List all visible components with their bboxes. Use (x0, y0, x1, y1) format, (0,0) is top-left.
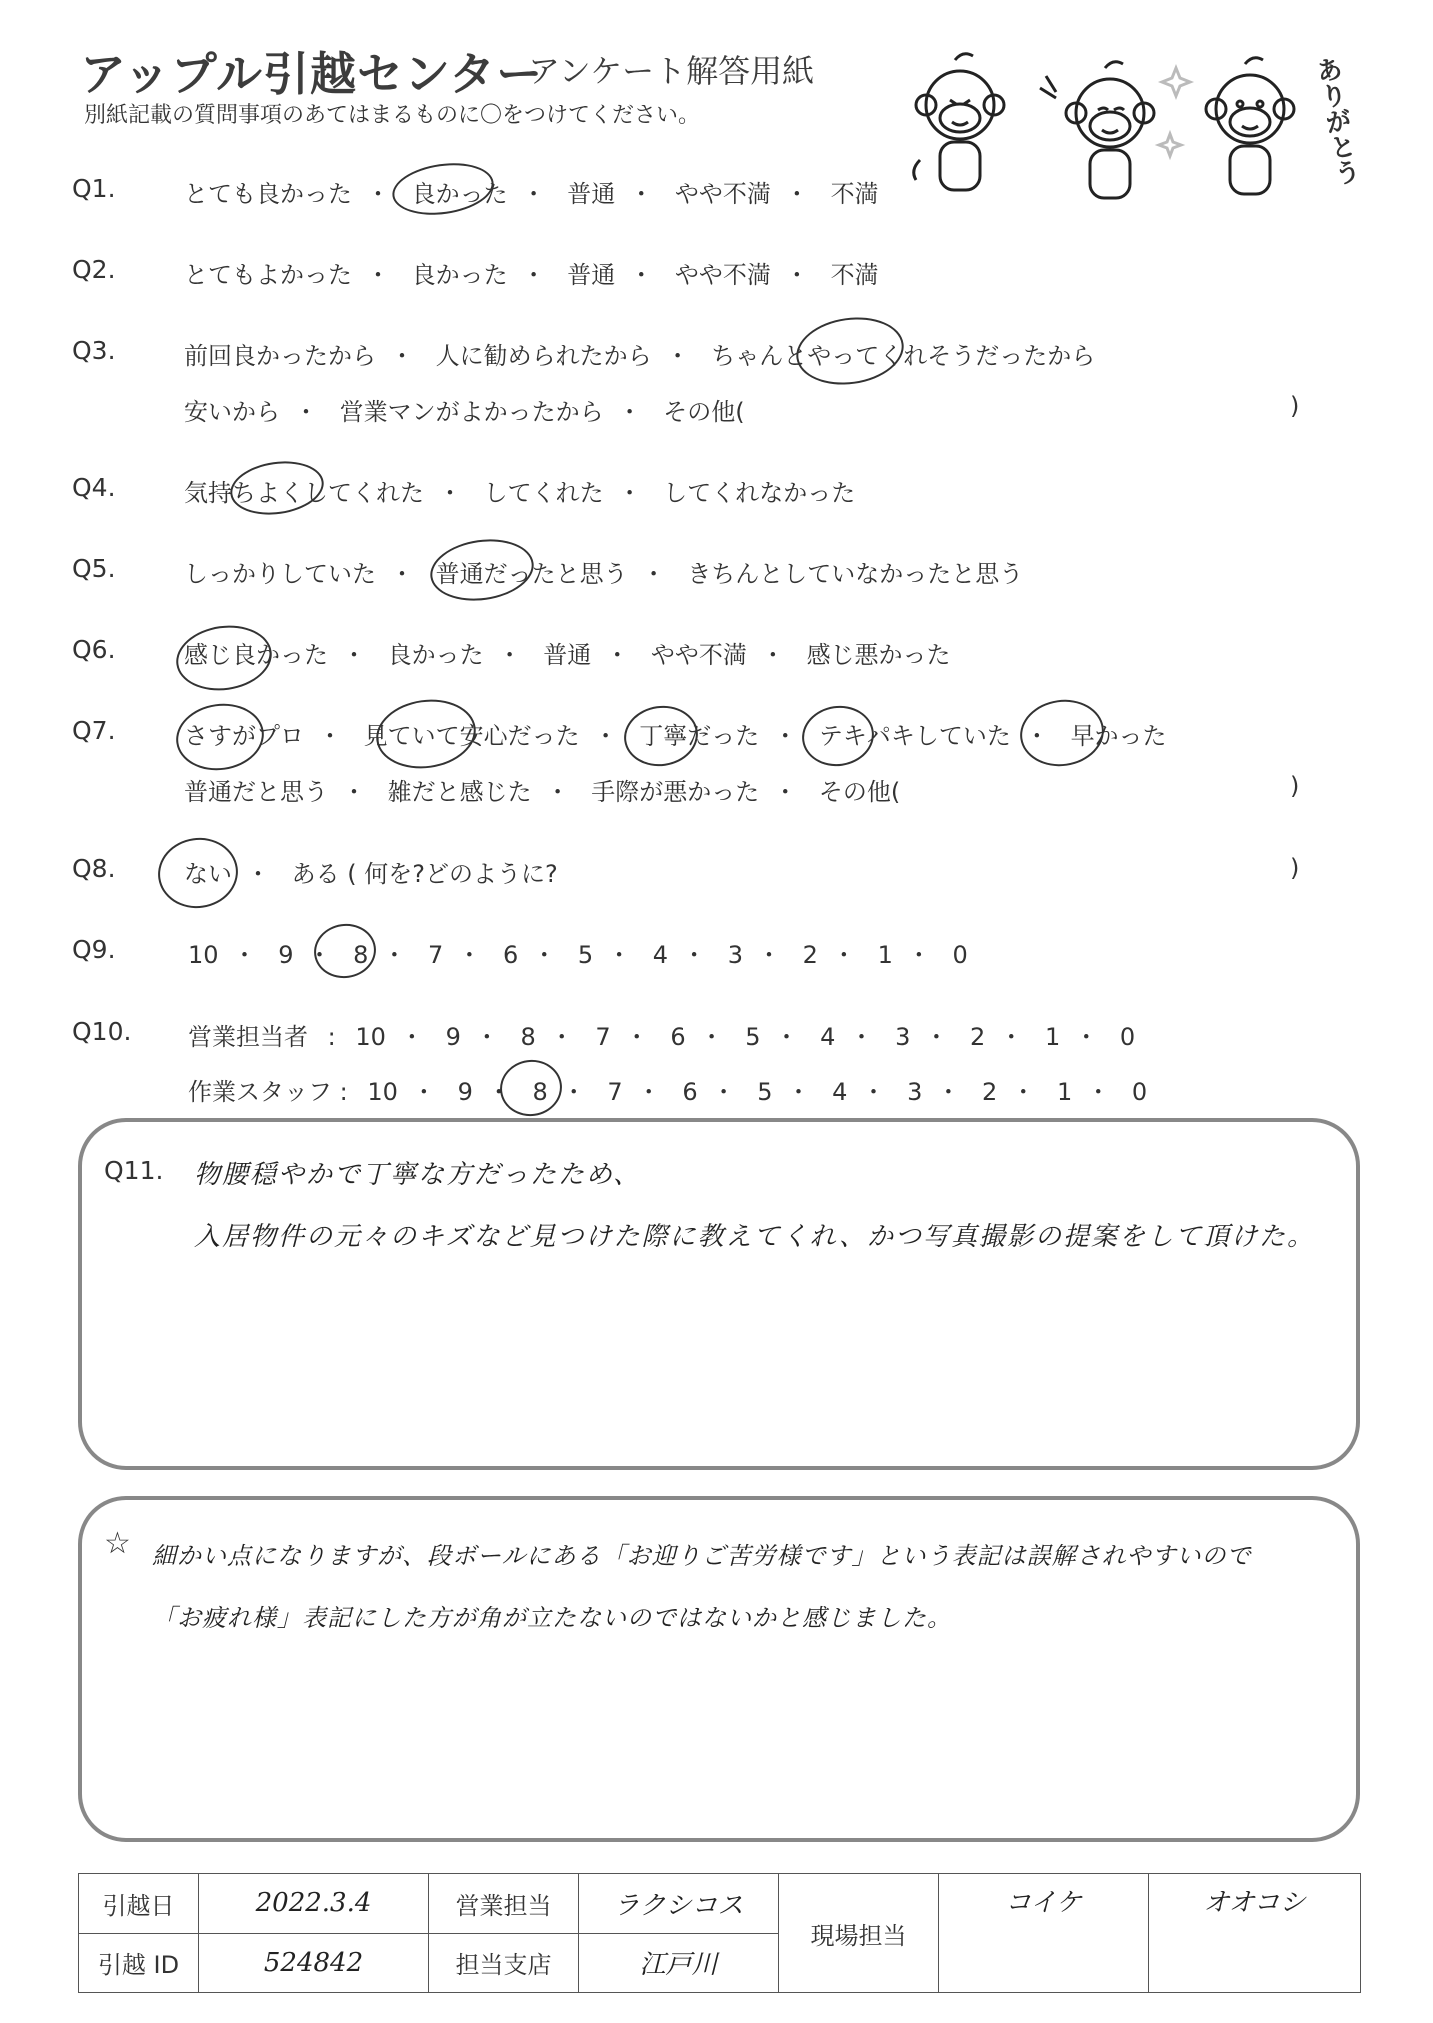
q1-option-5[interactable]: 不満 (830, 180, 879, 208)
mascot-caption: ありがとう (1309, 54, 1363, 188)
q6-option-3[interactable]: 普通 (543, 641, 592, 669)
q6-option-1[interactable]: 感じ良かった (184, 641, 328, 669)
q10-staff-score-6[interactable]: 6 (682, 1078, 698, 1106)
q1-options: とても良かった ・ 良かった ・ 普通 ・ やや不満 ・ 不満 (184, 174, 879, 209)
q11-answer-line2: 入居物件の元々のキズなど見つけた際に教えてくれ、かつ写真撮影の提案をして頂けた。 (194, 1222, 1316, 1252)
sales-rep-label: 営業担当 (429, 1874, 579, 1934)
q9-score-7[interactable]: 7 (428, 941, 444, 969)
q7-options-line2: 普通だと思う ・ 雑だと感じた ・ 手際が悪かった ・ その他( (184, 772, 900, 807)
star-icon: ☆ (104, 1526, 131, 1561)
q11-answer-line1: 物腰穏やかで丁寧な方だったため、 (194, 1160, 641, 1190)
q10-sales-row: 営業担当者 : 10 ・ 9 ・ 8 ・ 7 ・ 6 ・ 5 ・ 4 ・ 3 ・ 2 ・ 1 ・ 0 (188, 1017, 1135, 1052)
q3-option-other[interactable]: その他( (663, 398, 745, 426)
instruction-text: 別紙記載の質問事項のあてはまるものに〇をつけてください。 (84, 103, 701, 128)
q3-options-line2: 安いから ・ 営業マンがよかったから ・ その他( (184, 392, 745, 427)
q10-sales-score-2[interactable]: 2 (970, 1023, 986, 1051)
q2-option-2[interactable]: 良かった (411, 261, 508, 289)
q7-label: Q7. (72, 716, 116, 745)
q9-score-4[interactable]: 4 (652, 941, 669, 969)
q6-label: Q6. (72, 635, 116, 664)
q10-staff-colon: : (339, 1078, 348, 1106)
q1-option-4[interactable]: やや不満 (674, 180, 771, 208)
monkey-mascots-illustration (900, 50, 1360, 210)
move-date-label: 引越日 (79, 1874, 199, 1934)
q10-sales-score-9[interactable]: 9 (445, 1023, 461, 1051)
q9-score-9[interactable]: 9 (278, 941, 294, 969)
q11-comment-box[interactable] (78, 1118, 1360, 1470)
q10-staff-score-7[interactable]: 7 (607, 1078, 623, 1106)
q5-options: しっかりしていた ・ 普通だったと思う ・ きちんとしていなかったと思う (184, 554, 1023, 589)
monkey-mascot-2 (1040, 62, 1154, 198)
q7-option-7[interactable]: 雑だと感じた (387, 778, 532, 806)
q10-sales-label: 営業担当者 (188, 1023, 308, 1051)
q5-option-3[interactable]: きちんとしていなかったと思う (687, 560, 1024, 588)
q3-label: Q3. (72, 336, 116, 365)
q10-staff-score-9[interactable]: 9 (457, 1078, 473, 1106)
move-date-value[interactable]: 2022.3.4 (199, 1874, 429, 1934)
q10-staff-row: 作業スタッフ : 10 ・ 9 ・ 8 ・ 7 ・ 6 ・ 5 ・ 4 ・ 3 ・ 2 ・ 1 ・ 0 (188, 1072, 1147, 1107)
q9-scale: 10 ・ 9 ・ 8 ・ 7 ・ 6 ・ 5 ・ 4 ・ 3 ・ 2 ・ 1 ・ 0 (188, 941, 968, 969)
q10-label: Q10. (72, 1017, 132, 1046)
q9-score-0[interactable]: 0 (952, 941, 968, 969)
q9-score-5[interactable]: 5 (577, 941, 594, 969)
sales-rep-value[interactable]: ラクシコス (579, 1874, 779, 1934)
q8-option-1[interactable]: ない (184, 860, 232, 888)
q10-sales-score-5[interactable]: 5 (745, 1023, 761, 1051)
q10-sales-score-6[interactable]: 6 (670, 1023, 686, 1051)
q10-staff-score-4[interactable]: 4 (832, 1078, 848, 1106)
q6-option-4[interactable]: やや不満 (650, 641, 747, 669)
q5-label: Q5. (72, 554, 116, 583)
q7-other-close: ) (1290, 772, 1300, 800)
q7-option-2[interactable]: 見ていて安心だった (363, 722, 580, 750)
q8-options: ない ・ ある ( 何を?どのように? (184, 854, 558, 889)
star-comment-line2: 「お疲れ様」表記にした方が角が立たないのではないかと感じました。 (152, 1604, 952, 1632)
q8-option-2[interactable]: ある ( 何を?どのように? (291, 860, 558, 888)
q2-option-1[interactable]: とてもよかった (184, 261, 352, 289)
q5-option-1[interactable]: しっかりしていた (184, 560, 376, 588)
q9-label: Q9. (72, 935, 116, 964)
q8-close: ) (1290, 854, 1300, 882)
q5-option-2[interactable]: 普通だったと思う (435, 560, 628, 588)
star-comment-box[interactable] (78, 1496, 1360, 1842)
q3-option-3[interactable]: ちゃんとやってくれそうだったから (711, 342, 1096, 370)
monkey-mascot-1 (914, 54, 1004, 190)
move-id-value[interactable]: 524842 (199, 1933, 429, 1993)
q3-options-line1: 前回良かったから ・ 人に勧められたから ・ ちゃんとやってくれそうだったから (184, 336, 1095, 371)
site-staff-1[interactable]: コイケ (939, 1874, 1149, 1993)
q7-option-other[interactable]: その他( (818, 778, 901, 806)
q11-label: Q11. (104, 1156, 164, 1185)
q10-staff-score-5[interactable]: 5 (757, 1078, 773, 1106)
move-id-label: 引越 ID (79, 1933, 199, 1993)
q7-option-5[interactable]: 早かった (1070, 722, 1167, 750)
move-info-table (78, 1873, 1361, 1993)
q4-options: 気持ちよくしてくれた ・ してくれた ・ してくれなかった (184, 473, 855, 508)
site-staff-2[interactable]: オオコシ (1149, 1874, 1361, 1993)
q10-staff-score-2[interactable]: 2 (982, 1078, 998, 1106)
q7-option-1[interactable]: さすがプロ (184, 722, 304, 750)
q6-option-2[interactable]: 良かった (387, 641, 484, 669)
q9-score-3[interactable]: 3 (727, 941, 743, 969)
q9-score-10[interactable]: 10 (188, 941, 219, 969)
q6-options: 感じ良かった ・ 良かった ・ 普通 ・ やや不満 ・ 感じ悪かった (184, 635, 951, 670)
q2-option-5[interactable]: 不満 (830, 261, 879, 289)
q10-staff-label: 作業スタッフ (188, 1078, 332, 1106)
q4-label: Q4. (72, 473, 116, 502)
q1-option-1[interactable]: とても良かった (184, 180, 352, 208)
q8-label: Q8. (72, 854, 116, 883)
q1-option-2[interactable]: 良かった (411, 180, 508, 208)
branch-label: 担当支店 (429, 1933, 579, 1993)
company-name: アップル引越センター (80, 47, 544, 101)
q2-option-3[interactable]: 普通 (567, 261, 616, 289)
q10-sales-colon: : (327, 1023, 336, 1051)
q10-sales-score-7[interactable]: 7 (595, 1023, 611, 1051)
q10-staff-score-1[interactable]: 1 (1056, 1078, 1073, 1106)
q10-sales-score-4[interactable]: 4 (820, 1023, 836, 1051)
q9-score-1[interactable]: 1 (877, 941, 893, 969)
q7-option-4[interactable]: テキパキしていた (818, 722, 1011, 750)
form-title: アンケート解答用紙 (528, 52, 815, 90)
q10-staff-score-10[interactable]: 10 (367, 1078, 398, 1106)
q10-sales-score-10[interactable]: 10 (355, 1023, 386, 1051)
q2-option-4[interactable]: やや不満 (674, 261, 771, 289)
star-comment-line1: 細かい点になりますが、段ボールにある「お迎りご苦労様です」という表記は誤解されやすいので (152, 1542, 1252, 1570)
q3-option-5[interactable]: 営業マンがよかったから (339, 398, 604, 426)
q6-option-5[interactable]: 感じ悪かった (806, 641, 951, 669)
q10-staff-score-3[interactable]: 3 (907, 1078, 923, 1106)
site-staff-label: 現場担当 (779, 1874, 939, 1993)
q1-label: Q1. (72, 174, 116, 203)
q9-score-6[interactable]: 6 (502, 941, 519, 969)
q2-options: とてもよかった ・ 良かった ・ 普通 ・ やや不満 ・ 不満 (184, 255, 879, 290)
q4-option-1[interactable]: 気持ちよくしてくれた (184, 479, 424, 507)
q7-options-line1: さすがプロ ・ 見ていて安心だった ・ 丁寧だった ・ テキパキしていた ・ 早かった (184, 716, 1167, 751)
q4-option-3[interactable]: してくれなかった (663, 479, 856, 507)
q10-sales-score-0[interactable]: 0 (1119, 1023, 1136, 1051)
q3-option-1[interactable]: 前回良かったから (184, 342, 376, 370)
q2-label: Q2. (72, 255, 116, 284)
q10-staff-score-8[interactable]: 8 (532, 1078, 548, 1106)
q10-sales-score-8[interactable]: 8 (520, 1023, 536, 1051)
monkey-mascot-3 (1206, 58, 1294, 194)
q10-staff-score-0[interactable]: 0 (1131, 1078, 1148, 1106)
q10-sales-score-1[interactable]: 1 (1044, 1023, 1061, 1051)
q7-option-8[interactable]: 手際が悪かった (591, 778, 760, 806)
q9-score-8[interactable]: 8 (353, 941, 369, 969)
branch-value[interactable]: 江戸川 (579, 1933, 779, 1993)
q3-other-close: ) (1290, 392, 1300, 420)
q9-score-2[interactable]: 2 (802, 941, 818, 969)
q4-option-2[interactable]: してくれた (483, 479, 604, 507)
q7-option-6[interactable]: 普通だと思う (184, 778, 328, 806)
q10-sales-score-3[interactable]: 3 (895, 1023, 911, 1051)
q7-option-3[interactable]: 丁寧だった (639, 722, 760, 750)
q3-option-4[interactable]: 安いから (184, 398, 280, 426)
q3-option-2[interactable]: 人に勧められたから (435, 342, 652, 370)
q1-option-3[interactable]: 普通 (567, 180, 616, 208)
